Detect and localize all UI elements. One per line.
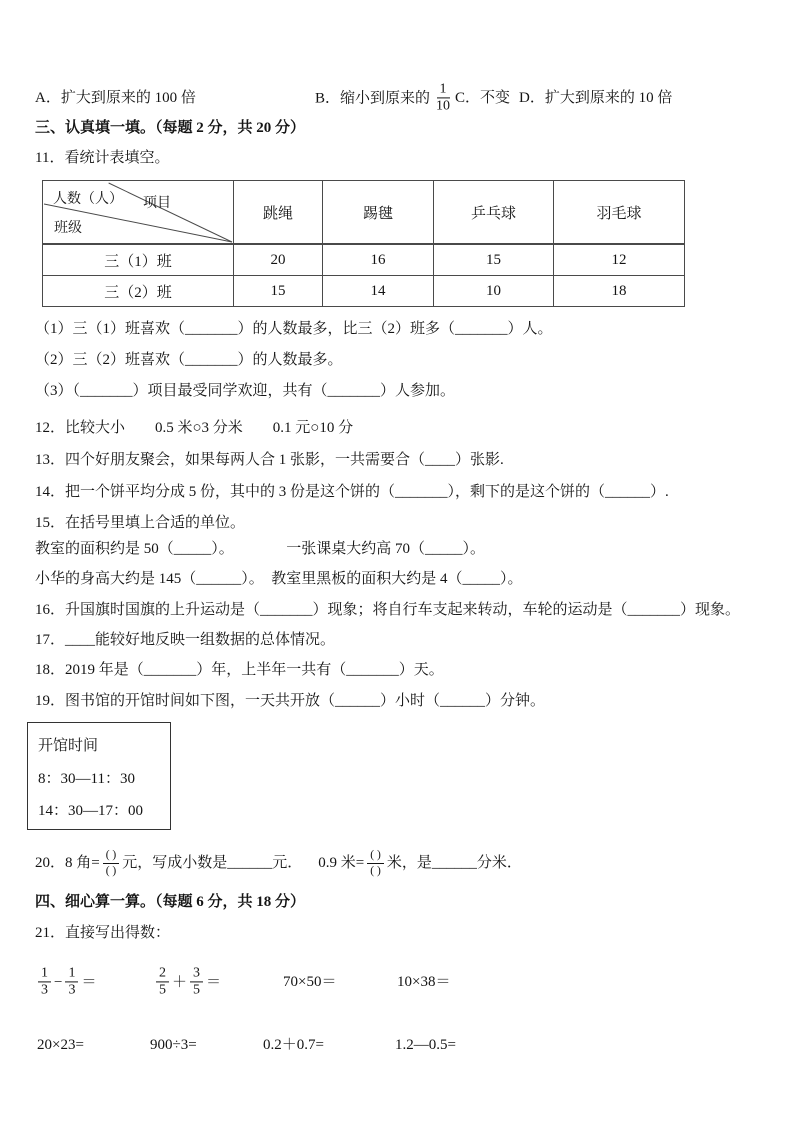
table-header-pingpang: 乒乓球 [434,181,554,245]
q20-blank2: ______ [431,855,477,871]
statistics-table [42,180,685,307]
fraction-numerator: 1 [437,81,450,98]
fraction [190,965,203,998]
row-label: 三（2）班 [43,276,234,307]
operator: ＋ [172,974,188,990]
q20-line [35,841,522,885]
corner-label-xiangmu: 项目 [143,196,171,211]
table-cell: 12 [554,244,685,276]
fraction [156,965,169,998]
section-4-heading: 四、细心算一算。（每题 6 分，共 18 分） [35,894,306,910]
corner-label-renshu: 人数（人） [53,192,123,207]
fraction-blank [367,848,384,879]
calc-row-1 [35,951,759,1013]
q15-line2: 小华的身高大约是 145（______）。 教室里黑板的面积大约是 4（_____）。 [35,571,523,587]
q20-seg6: 分米． [476,855,522,871]
fraction-numerator: 3 [190,965,203,982]
option-b [315,81,456,114]
q11-label: 11．看统计表填空。 [35,150,170,166]
table-cell: 15 [434,244,554,276]
fraction-numerator: 1 [38,965,51,982]
q16-label: 16．升国旗时国旗的上升运动是（_______）现象；将自行车支起来转动，车轮的运动是（_______）现象。 [35,602,741,618]
table-cell: 16 [323,244,434,276]
q13-label: 13．四个好朋友聚会，如果每两人合 1 张影，一共需要合（____）张影. [35,452,504,468]
table-header-tijian: 踢毽 [323,181,434,245]
calc-expression-5: 20×23= [37,1037,84,1053]
option-b-text: B．缩小到原来的 [315,90,431,106]
calc-expression-3: 70×50＝ [283,974,337,990]
hours-morning: 8：30—11：30 [38,771,135,787]
fraction-denominator: 5 [159,982,166,998]
fraction-blank [103,848,120,879]
calc-expression-7: 0.2＋0.7= [263,1037,324,1053]
q20-seg5: 米，是 [386,855,432,871]
table-row [43,244,685,276]
q20-seg4: 0.9 米= [318,855,365,871]
calc-row-2 [37,1036,759,1056]
hours-box-title: 开馆时间 [38,738,99,754]
q21-label: 21．直接写出得数： [35,925,171,941]
calc-expression-1 [35,965,96,998]
table-cell: 14 [323,276,434,307]
q15-line1: 教室的面积约是 50（_____）。 一张课桌大约高 70（_____）。 [35,541,486,557]
fraction-denominator: 5 [193,982,201,998]
q20-seg2: 元，写成小数是 [122,855,228,871]
q19-label: 19．图书馆的开馆时间如下图，一天共开放（______）小时（______）分钟。 [35,693,546,709]
fraction-numerator: 1 [65,965,78,982]
fraction-denominator: 10 [436,98,451,114]
calc-expression-4: 10×38＝ [397,974,451,990]
fraction-denominator: ( ) [370,864,381,877]
option-d: D．扩大到原来的 10 倍 [519,90,673,106]
table-row [43,276,685,307]
fraction-numerator: ( ) [103,848,120,864]
q11-sub2: （2）三（2）班喜欢（_______）的人数最多。 [35,352,343,368]
q17-label: 17．____能较好地反映一组数据的总体情况。 [35,632,336,648]
q11-sub3: （3）（_______）项目最受同学欢迎，共有（_______）人参加。 [35,383,456,399]
fraction-denominator: 3 [41,982,48,998]
table-header-tiaosheng: 跳绳 [234,181,323,245]
table-cell: 15 [234,276,323,307]
calc-expression-2 [153,965,221,998]
q12-label: 12．比较大小 0.5 米○3 分米 0.1 元○10 分 [35,420,354,436]
choice-options-row [35,76,759,120]
q20-blank1: ______ [227,855,273,871]
q11-sub1: （1）三（1）班喜欢（_______）的人数最多，比三（2）班多（_______）人。 [35,321,553,337]
q20-seg3: 元． [272,855,303,871]
fraction [38,965,51,998]
table-header-yumaoqiu: 羽毛球 [554,181,685,245]
library-hours-box [27,722,171,830]
section-3-heading: 三、认真填一填。（每题 2 分，共 20 分） [35,120,306,136]
q15-label: 15．在括号里填上合适的单位。 [35,515,246,531]
equals-sign: ＝ [206,974,222,990]
calc-expression-8: 1.2—0.5= [395,1037,456,1053]
q14-label: 14．把一个饼平均分成 5 份，其中的 3 份是这个饼的（_______），剩下的是这个饼的（______）. [35,484,669,500]
fraction-numerator: 2 [156,965,169,982]
calc-expression-6: 900÷3= [150,1037,197,1053]
row-label: 三（1）班 [43,244,234,276]
table-cell: 10 [434,276,554,307]
fraction-denominator: ( ) [105,864,117,877]
corner-label-banji: 班级 [54,221,82,236]
table-cell: 20 [234,244,323,276]
q18-label: 18．2019 年是（_______）年，上半年一共有（_______）天。 [35,662,444,678]
option-a: A．扩大到原来的 100 倍 [35,90,196,106]
fraction [65,965,78,998]
q20-seg1: 20．8 角= [35,855,100,871]
table-corner-cell [43,181,234,245]
fraction-denominator: 3 [68,982,76,998]
option-c: C．不变 [455,90,511,106]
fraction-numerator: ( ) [367,848,384,864]
fraction-one-tenth [433,81,453,114]
equals-sign: ＝ [81,974,97,990]
table-cell: 18 [554,276,685,307]
operator: − [54,974,63,990]
hours-afternoon: 14：30—17：00 [38,803,144,819]
